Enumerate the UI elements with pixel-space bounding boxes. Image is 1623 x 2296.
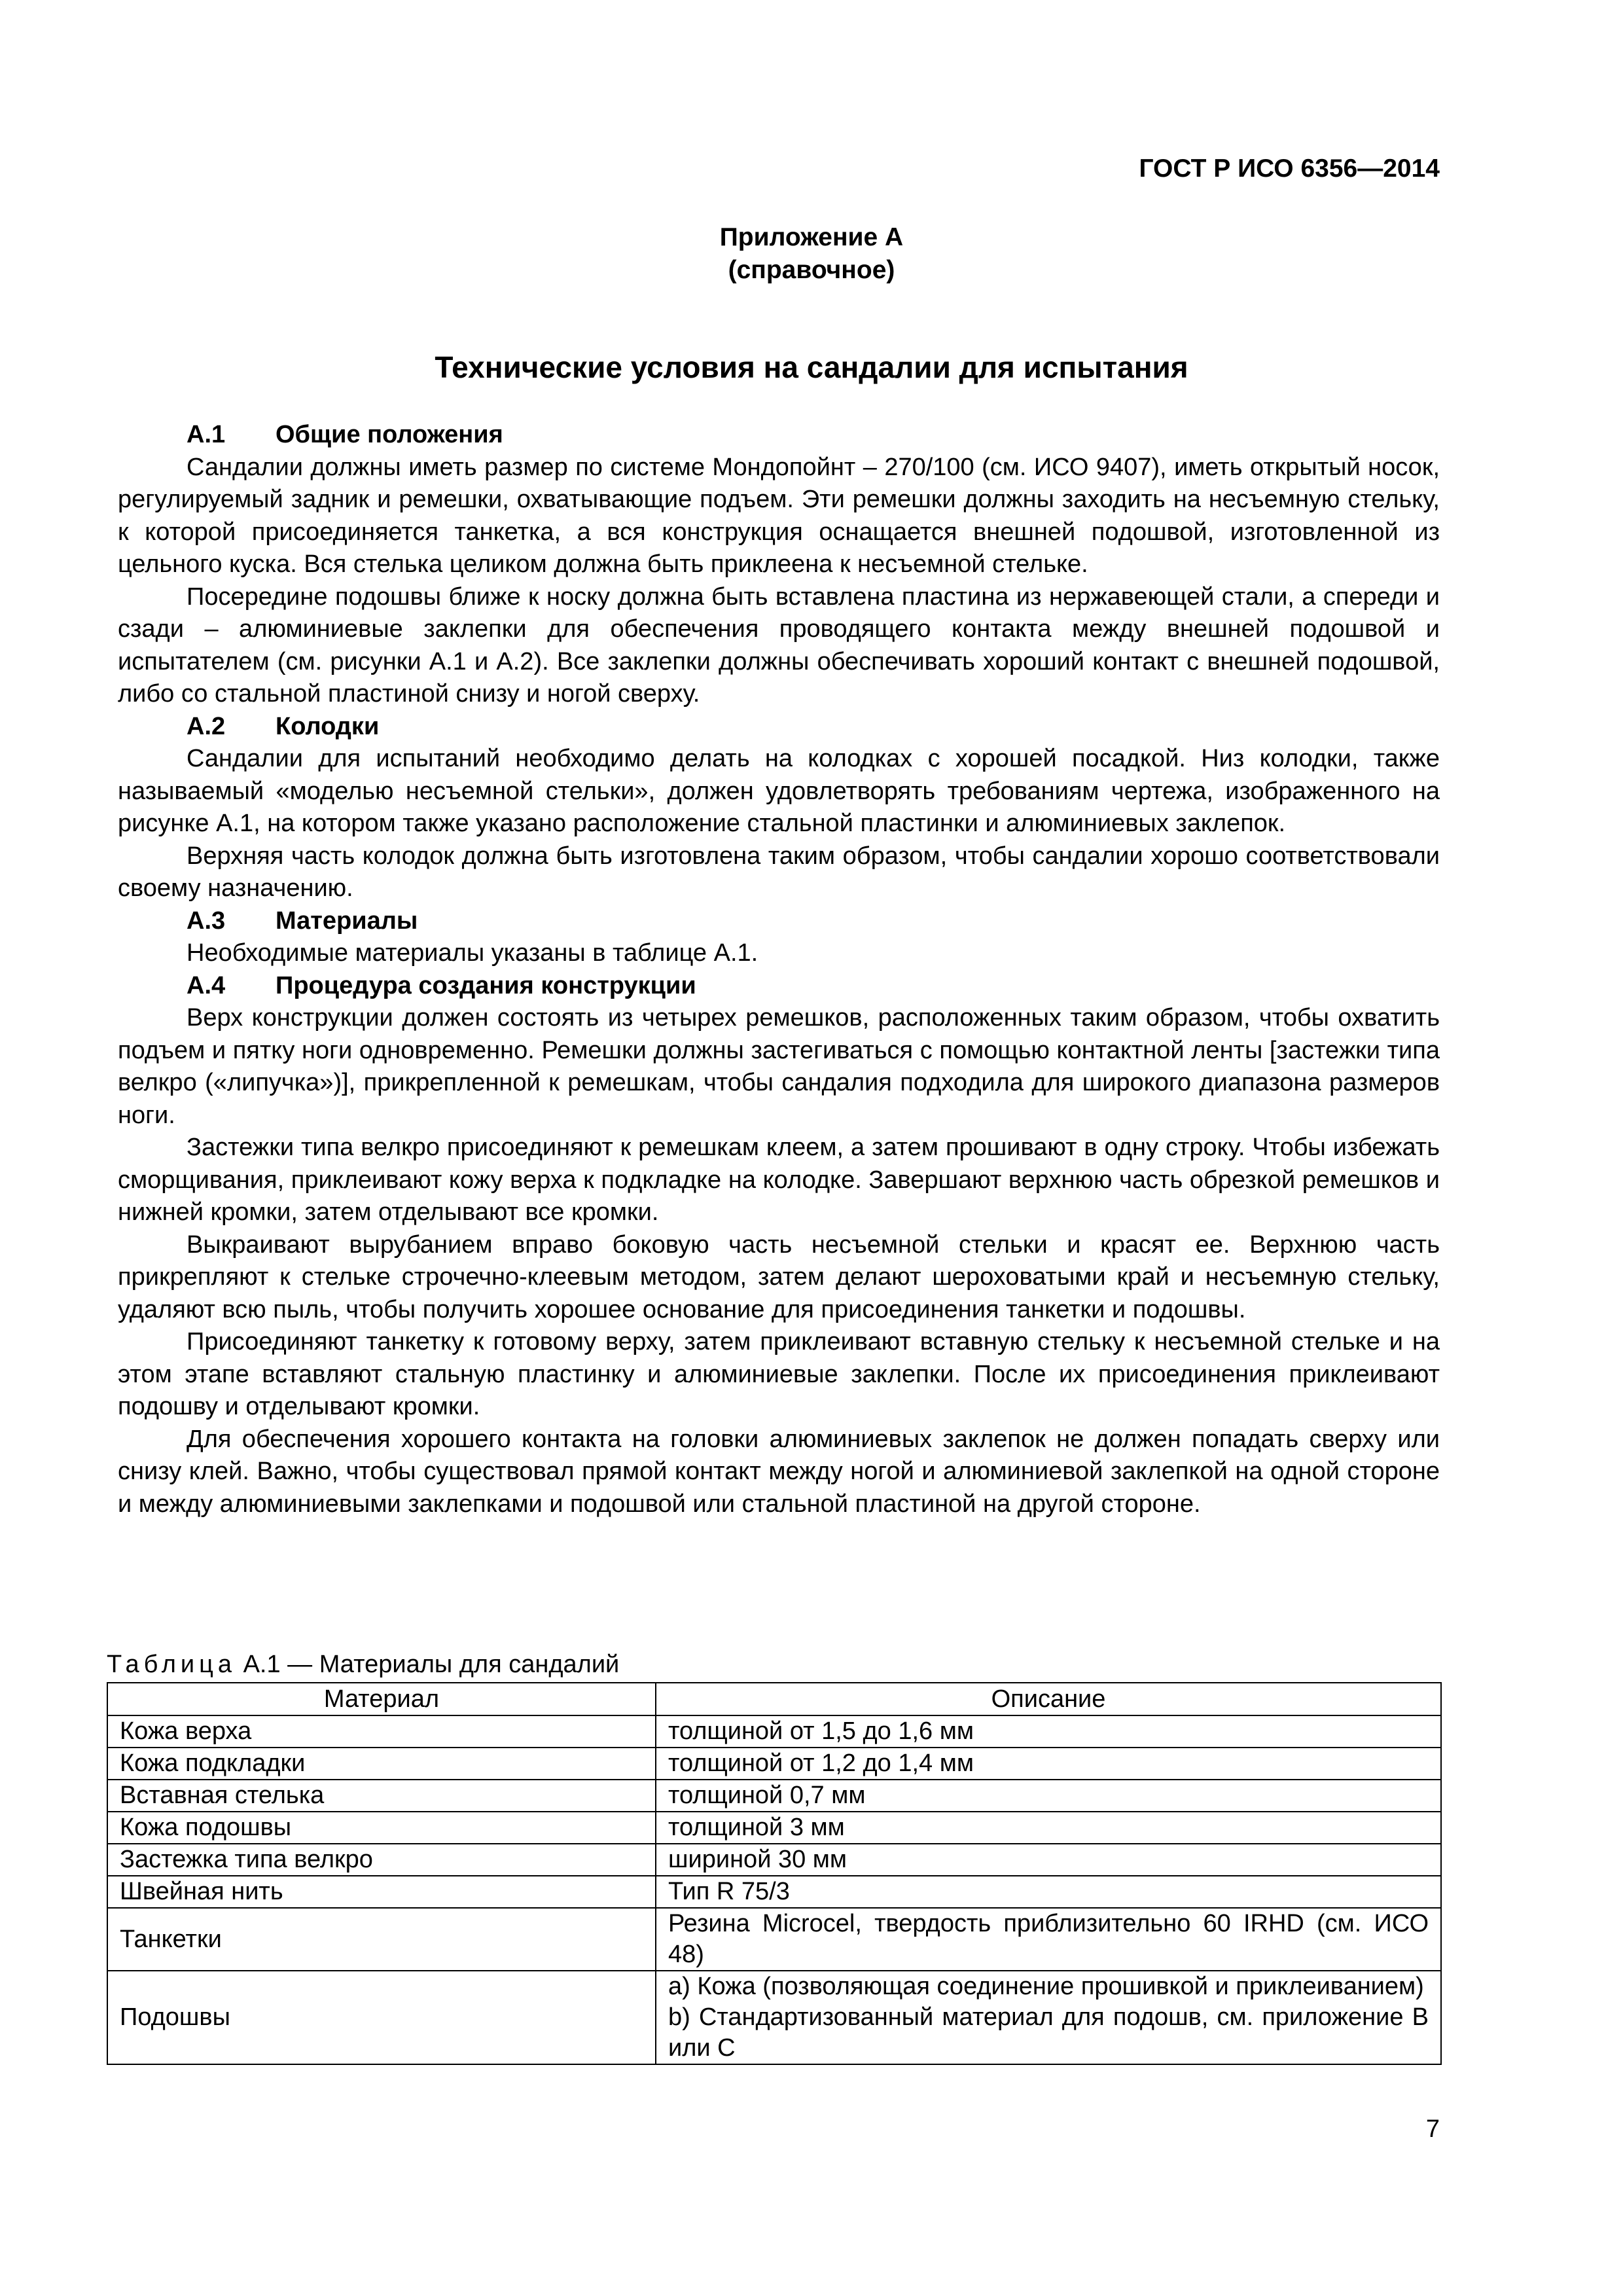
cell-material: Кожа подошвы bbox=[107, 1812, 656, 1844]
appendix-heading bbox=[0, 221, 1623, 287]
section-heading bbox=[118, 711, 1440, 744]
document-body bbox=[118, 419, 1440, 1520]
table-caption-label: Таблица bbox=[107, 1651, 236, 1678]
cell-material: Танкетки bbox=[107, 1908, 656, 1971]
description-line: b) Стандартизованный материал для подошв, см. приложение В или С bbox=[668, 2003, 1429, 2062]
table-row bbox=[107, 1971, 1441, 2064]
document-title: Технические условия на сандалии для испытания bbox=[435, 350, 1188, 384]
description-line: a) Кожа (позволяющая соединение прошивкой и приклеиванием) bbox=[668, 1973, 1424, 2000]
table-row bbox=[107, 1876, 1441, 1908]
table-row bbox=[107, 1715, 1441, 1748]
section-heading bbox=[118, 970, 1440, 1003]
section-title: Колодки bbox=[276, 712, 380, 740]
cell-description: Тип R 75/3 bbox=[656, 1876, 1441, 1908]
cell-description: толщиной 3 мм bbox=[656, 1812, 1441, 1844]
section-number: А.1 bbox=[187, 421, 226, 448]
cell-description bbox=[656, 1971, 1441, 2064]
section-number: А.2 bbox=[187, 712, 226, 740]
cell-material: Застежка типа велкро bbox=[107, 1844, 656, 1876]
cell-description: толщиной от 1,5 до 1,6 мм bbox=[656, 1715, 1441, 1748]
paragraph: Выкраивают вырубанием вправо боковую часть несъемной стельки и красят ее. Верхнюю часть прикрепляют к стельке строчечно-клеевым методом, затем делают шероховатыми край и несъемную стельку, удаляют всю пыль, чтобы получить хорошее основание для присоединения танкетки и подошвы. bbox=[118, 1230, 1440, 1323]
section-title: Процедура создания конструкции bbox=[276, 971, 696, 999]
appendix-type: (справочное) bbox=[728, 256, 895, 284]
section-number: А.4 bbox=[187, 971, 226, 999]
section-title: Материалы bbox=[276, 906, 418, 935]
cell-description: шириной 30 мм bbox=[656, 1844, 1441, 1876]
materials-table bbox=[107, 1682, 1442, 2065]
paragraph: Верх конструкции должен состоять из четырех ремешков, расположенных таким образом, чтобы охватить подъем и пятку ноги одновременно. Ремешки должны застегиваться с помощью контактной ленты [застежки типа велкро («липучка»)], прикрепленной к ремешкам, чтобы сандалия подходила для широкого диапазона размеров ноги. bbox=[118, 1004, 1440, 1129]
page-number: 7 bbox=[1425, 2115, 1440, 2143]
column-header-material: Материал bbox=[107, 1683, 656, 1715]
paragraph: Необходимые материалы указаны в таблице А.1. bbox=[187, 939, 758, 967]
cell-material: Подошвы bbox=[107, 1971, 656, 2064]
section-heading bbox=[118, 419, 1440, 452]
table-header-row bbox=[107, 1683, 1441, 1715]
cell-material: Швейная нить bbox=[107, 1876, 656, 1908]
table-row bbox=[107, 1780, 1441, 1812]
paragraph: Верхняя часть колодок должна быть изготовлена таким образом, чтобы сандалии хорошо соответствовали своему назначению. bbox=[118, 842, 1440, 902]
table-caption bbox=[107, 1651, 619, 1679]
cell-description: Резина Microcel, твердость приблизительно 60 IRHD (см. ИСО 48) bbox=[656, 1908, 1441, 1971]
cell-material: Вставная стелька bbox=[107, 1780, 656, 1812]
table-row bbox=[107, 1812, 1441, 1844]
paragraph: Посередине подошвы ближе к носку должна быть вставлена пластина из нержавеющей стали, а спереди и сзади – алюминиевые заклепки для обеспечения проводящего контакта между внешней подошвой и испытателем (см. рисунки А.1 и А.2). Все заклепки должны обеспечивать хороший контакт с внешней подошвой, либо со стальной пластиной снизу и ногой сверху. bbox=[118, 583, 1440, 708]
paragraph: Сандалии для испытаний необходимо делать на колодках с хорошей посадкой. Низ колодки, также называемый «моделью несъемной стельки», должен удовлетворять требованиям чертежа, изображенного на рисунке А.1, на котором также указано расположение стальной пластинки и алюминиевых заклепок. bbox=[118, 745, 1440, 837]
column-header-description: Описание bbox=[656, 1683, 1441, 1715]
paragraph: Для обеспечения хорошего контакта на головки алюминиевых заклепок не должен попадать сверху или снизу клей. Важно, чтобы существовал прямой контакт между ногой и алюминиевой заклепкой на одной стороне и между алюминиевыми заклепками и подошвой или стальной пластиной на другой стороне. bbox=[118, 1425, 1440, 1518]
table-row bbox=[107, 1748, 1441, 1780]
cell-material: Кожа верха bbox=[107, 1715, 656, 1748]
section-heading bbox=[118, 905, 1440, 938]
table-caption-text: А.1 — Материалы для сандалий bbox=[243, 1651, 620, 1678]
table-row bbox=[107, 1908, 1441, 1971]
cell-description: толщиной от 1,2 до 1,4 мм bbox=[656, 1748, 1441, 1780]
section-title: Общие положения bbox=[276, 421, 503, 448]
cell-material: Кожа подкладки bbox=[107, 1748, 656, 1780]
paragraph: Присоединяют танкетку к готовому верху, затем приклеивают вставную стельку к несъемной стельке и на этом этапе вставляют стальную пластинку и алюминиевые заклепки. После их присоединения приклеивают подошву и отделывают кромки. bbox=[118, 1328, 1440, 1420]
section-number: А.3 bbox=[187, 906, 226, 935]
table-row bbox=[107, 1844, 1441, 1876]
appendix-label: Приложение А bbox=[719, 223, 904, 251]
paragraph: Сандалии должны иметь размер по системе Мондопойнт – 270/100 (см. ИСО 9407), иметь открытый носок, регулируемый задник и ремешки, охватывающие подъем. Эти ремешки должны заходить на несъемную стельку, к которой присоединяется танкетка, а вся конструкция оснащается внешней подошвой, изготовленной из цельного куска. Вся стелька целиком должна быть приклеена к несъемной стельке. bbox=[118, 453, 1440, 578]
document-code: ГОСТ Р ИСО 6356—2014 bbox=[1139, 154, 1440, 183]
paragraph: Застежки типа велкро присоединяют к ремешкам клеем, а затем прошивают в одну строку. Чтобы избежать сморщивания, приклеивают кожу верха к подкладке на колодке. Завершают верхнюю часть обрезкой ремешков и нижней кромки, затем отделывают все кромки. bbox=[118, 1134, 1440, 1226]
cell-description: толщиной 0,7 мм bbox=[656, 1780, 1441, 1812]
